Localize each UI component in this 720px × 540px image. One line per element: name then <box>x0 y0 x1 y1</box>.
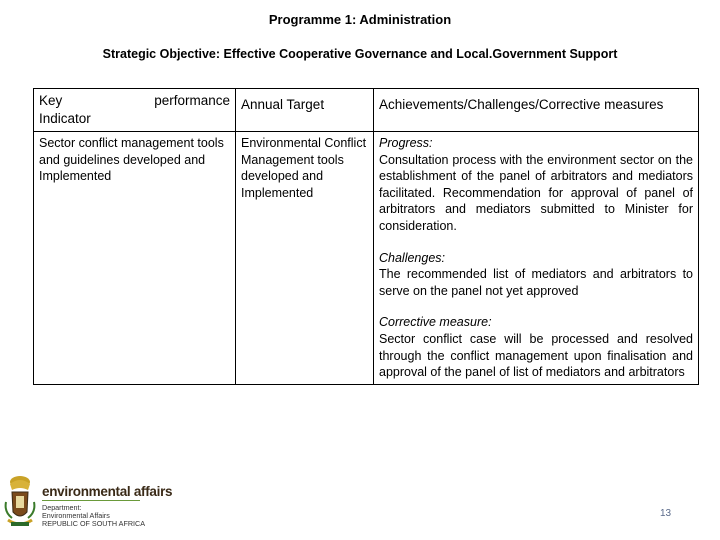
logo-line3: REPUBLIC OF SOUTH AFRICA <box>42 519 146 528</box>
table-row <box>34 132 699 385</box>
logo-title: environmental affairs <box>42 484 173 499</box>
kpi-table <box>33 88 699 385</box>
logo-line2: Environmental Affairs <box>42 511 110 520</box>
logo-subtext <box>42 504 145 528</box>
challenges-text: The recommended list of mediators and arbitrators to serve on the panel not yet approved <box>379 267 693 298</box>
progress-block <box>379 135 693 235</box>
header-kpi-line2: Indicator <box>39 111 91 126</box>
header-key-performance-indicator <box>34 89 236 132</box>
corrective-label: Corrective measure: <box>379 315 492 330</box>
department-logo <box>2 470 173 532</box>
header-kpi-line1: Key performance <box>39 93 230 108</box>
table-header-row <box>34 89 699 132</box>
cell-annual-target: Environmental Conflict Management tools developed and Implemented <box>236 132 374 385</box>
coat-of-arms-icon <box>2 472 38 532</box>
header-annual-target: Annual Target <box>236 89 374 132</box>
challenges-block <box>379 250 693 300</box>
logo-line1: Department: <box>42 503 82 512</box>
challenges-label: Challenges: <box>379 250 446 265</box>
corrective-text: Sector conflict case will be processed and resolved through the conflict management upon finalisation and approval of the panel of list of mediators and arbitrators <box>379 331 693 380</box>
strategic-objective: Strategic Objective: Effective Cooperative Governance and Local.Government Support <box>102 47 618 61</box>
cell-achievements <box>374 132 699 385</box>
progress-text: Consultation process with the environment sector on the establishment of the panel of arbitrators and mediators facilitated. Recommendation for approval of panel of arbitrators and mediators submitted to Minister for consideration. <box>379 152 693 233</box>
progress-label: Progress: <box>379 136 433 150</box>
page-number: 13 <box>660 508 672 519</box>
page-title: Programme 1: Administration <box>268 12 452 27</box>
header-achievements: Achievements/Challenges/Corrective measures <box>374 89 699 132</box>
logo-divider <box>42 500 140 501</box>
corrective-block <box>379 314 693 380</box>
cell-kpi: Sector conflict management tools and guidelines developed and Implemented <box>34 132 236 385</box>
